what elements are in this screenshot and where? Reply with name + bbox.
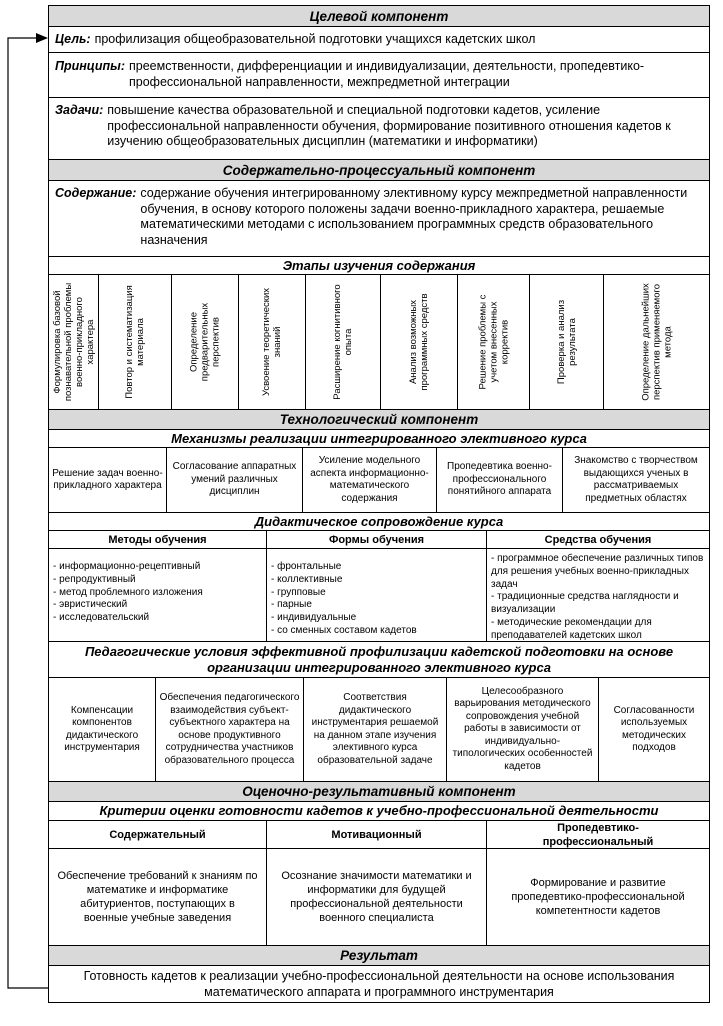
condition-cell: Согласованности используемых методических подходов <box>613 704 695 753</box>
condition-cell: Обеспечения педагогического взаимодействия субъект-субъектного характера на основе продуктивного сотрудничества участников образовательного процесса <box>156 678 304 781</box>
stage-cell <box>604 275 709 409</box>
forms-item: - парные <box>271 599 312 611</box>
target-component-header: Целевой компонент <box>49 6 709 27</box>
content-text: содержание обучения интегрированному элективному курсу межпредметной направленности обучения, в основу которого положены задачи военно-прикладного характера, решаемые математическими методами с использованием программных средств образовательного назначения <box>140 186 688 247</box>
means-item: - традиционные средства наглядности и визуализации <box>491 591 679 616</box>
criteria-texts <box>49 849 709 946</box>
tasks-label: Задачи: <box>55 103 104 117</box>
stage-label: Анализ возможных программных средств <box>408 293 430 391</box>
tasks-text: повышение качества образовательной и специальной подготовки кадетов, усиление профессиональной направленности обучения, формирование позитивного отношения кадетов к изучению общеобразовательных дисциплин (математики и информатики) <box>107 103 671 148</box>
forms-item: - групповые <box>271 586 326 598</box>
forms-title: Формы обучения <box>267 531 487 548</box>
stage-cell <box>49 275 99 409</box>
methods-item: - исследовательский <box>53 612 150 624</box>
mechanism-cell: Усиление модельного аспекта информационно-математического содержания <box>303 448 437 512</box>
stage-cell <box>306 275 381 409</box>
stage-label: Определение предварительных перспектив <box>188 302 222 382</box>
forms-list <box>267 549 487 641</box>
methods-title: Методы обучения <box>49 531 267 548</box>
criterion-title: Мотивационный <box>267 821 487 848</box>
condition-cell: Компенсации компонентов дидактического инструментария <box>49 678 156 781</box>
forms-item: - индивидуальные <box>271 612 357 624</box>
stages-grid <box>49 275 709 410</box>
methods-item: - информационно-рецептивный <box>53 561 201 572</box>
content-component-header: Содержательно-процессуальный компонент <box>49 160 709 181</box>
stage-label: Повтор и систематизация материала <box>124 285 146 399</box>
stage-label: Решение проблемы с учетом внесенных корректив <box>477 294 510 390</box>
conditions-header: Педагогические условия эффективной профилизации кадетской подготовки на основе организации интегрированного элективного курса <box>49 642 709 678</box>
mechanisms-header: Механизмы реализации интегрированного элективного курса <box>49 430 709 448</box>
goal-text: профилизация общеобразовательной подготовки учащихся кадетских школ <box>94 31 536 46</box>
stage-label: Определение дальнейших перспектив применяемого метода <box>640 283 673 401</box>
stage-label: Проверка и анализ результата <box>555 299 578 385</box>
forms-item: - коллективные <box>271 573 343 585</box>
stage-label: Формулировка базовой познавательной проблемы военно-прикладного характера <box>51 282 96 402</box>
result-text: Готовность кадетов к реализации учебно-профессиональной деятельности на основе использования математического аппарата и программного инструментария <box>83 969 675 999</box>
criterion-text: Осознание значимости математики и информатики для будущей профессиональной деятельности военного специалиста <box>267 849 487 945</box>
principles-text: преемственности, дифференциации и индивидуализации, деятельности, пропедевтико-профессиональной направленности, межпредметной интеграции <box>129 59 645 89</box>
criterion-text: Формирование и развитие пропедевтико-профессиональной компетентности кадетов <box>511 877 685 917</box>
tech-component-header: Технологический компонент <box>49 410 709 430</box>
stage-cell <box>172 275 239 409</box>
stage-cell <box>99 275 172 409</box>
mechanism-cell: Решение задач военно-прикладного характера <box>49 448 167 512</box>
condition-cell: Соответствия дидактического инструментария решаемой на данном этапе изучения элективного курса образовательной задаче <box>304 678 447 781</box>
criterion-title: Содержательный <box>49 821 267 848</box>
forms-item: - фронтальные <box>271 561 342 572</box>
means-title: Средства обучения <box>544 533 652 546</box>
model-diagram <box>48 5 710 1003</box>
result-header: Результат <box>49 946 709 966</box>
condition-cell: Целесообразного варьирования методического сопровождения учебной работы в зависимости от индивидуально-типологических особенностей кадетов <box>447 678 599 781</box>
criterion-title: Пропедевтико-профессиональный <box>542 821 654 848</box>
mechanisms-grid <box>49 448 709 513</box>
stages-header: Этапы изучения содержания <box>49 257 709 275</box>
means-list <box>487 549 709 641</box>
methods-item: - репродуктивный <box>53 573 136 585</box>
principles-row <box>49 53 709 98</box>
content-label: Содержание: <box>55 186 137 200</box>
principles-label: Принципы: <box>55 59 125 73</box>
stage-cell <box>458 275 530 409</box>
didactic-columns-header <box>49 531 709 549</box>
methods-list <box>49 549 267 641</box>
goal-row <box>49 27 709 53</box>
mechanism-cell: Знакомство с творчеством выдающихся ученых в рассматриваемых предметных областях <box>574 455 698 504</box>
conditions-grid <box>49 678 709 782</box>
evaluation-component-header: Оценочно-результативный компонент <box>49 782 709 802</box>
methods-item: - эвристический <box>53 599 128 611</box>
didactic-lists <box>49 549 709 642</box>
stage-label: Расширение когнитивного опыта <box>332 284 354 400</box>
stage-cell <box>381 275 458 409</box>
tasks-row <box>49 98 709 160</box>
mechanism-cell: Согласование аппаратных умений различных дисциплин <box>167 448 303 512</box>
stage-label: Усвоение теоретических знаний <box>261 287 283 397</box>
goal-label: Цель: <box>55 31 91 46</box>
means-item: - программное обеспечение различных типов для решения учебных военно-прикладных задач <box>491 553 704 590</box>
stage-cell <box>239 275 306 409</box>
criteria-header: Критерии оценки готовности кадетов к учебно-профессиональной деятельности <box>49 802 709 821</box>
methods-item: - метод проблемного изложения <box>53 586 203 598</box>
means-item: - методические рекомендации для преподавателей кадетских школ <box>491 616 652 641</box>
criterion-text: Обеспечение требований к знаниям по математике и информатике абитуриентов, поступающих в военные учебные заведения <box>49 849 267 945</box>
didactic-header: Дидактическое сопровождение курса <box>49 513 709 531</box>
mechanism-cell: Пропедевтика военно-профессионального понятийного аппарата <box>437 448 563 512</box>
forms-item: - со сменных составом кадетов <box>271 624 417 636</box>
stage-cell <box>530 275 604 409</box>
criteria-titles <box>49 821 709 849</box>
content-row <box>49 181 709 257</box>
